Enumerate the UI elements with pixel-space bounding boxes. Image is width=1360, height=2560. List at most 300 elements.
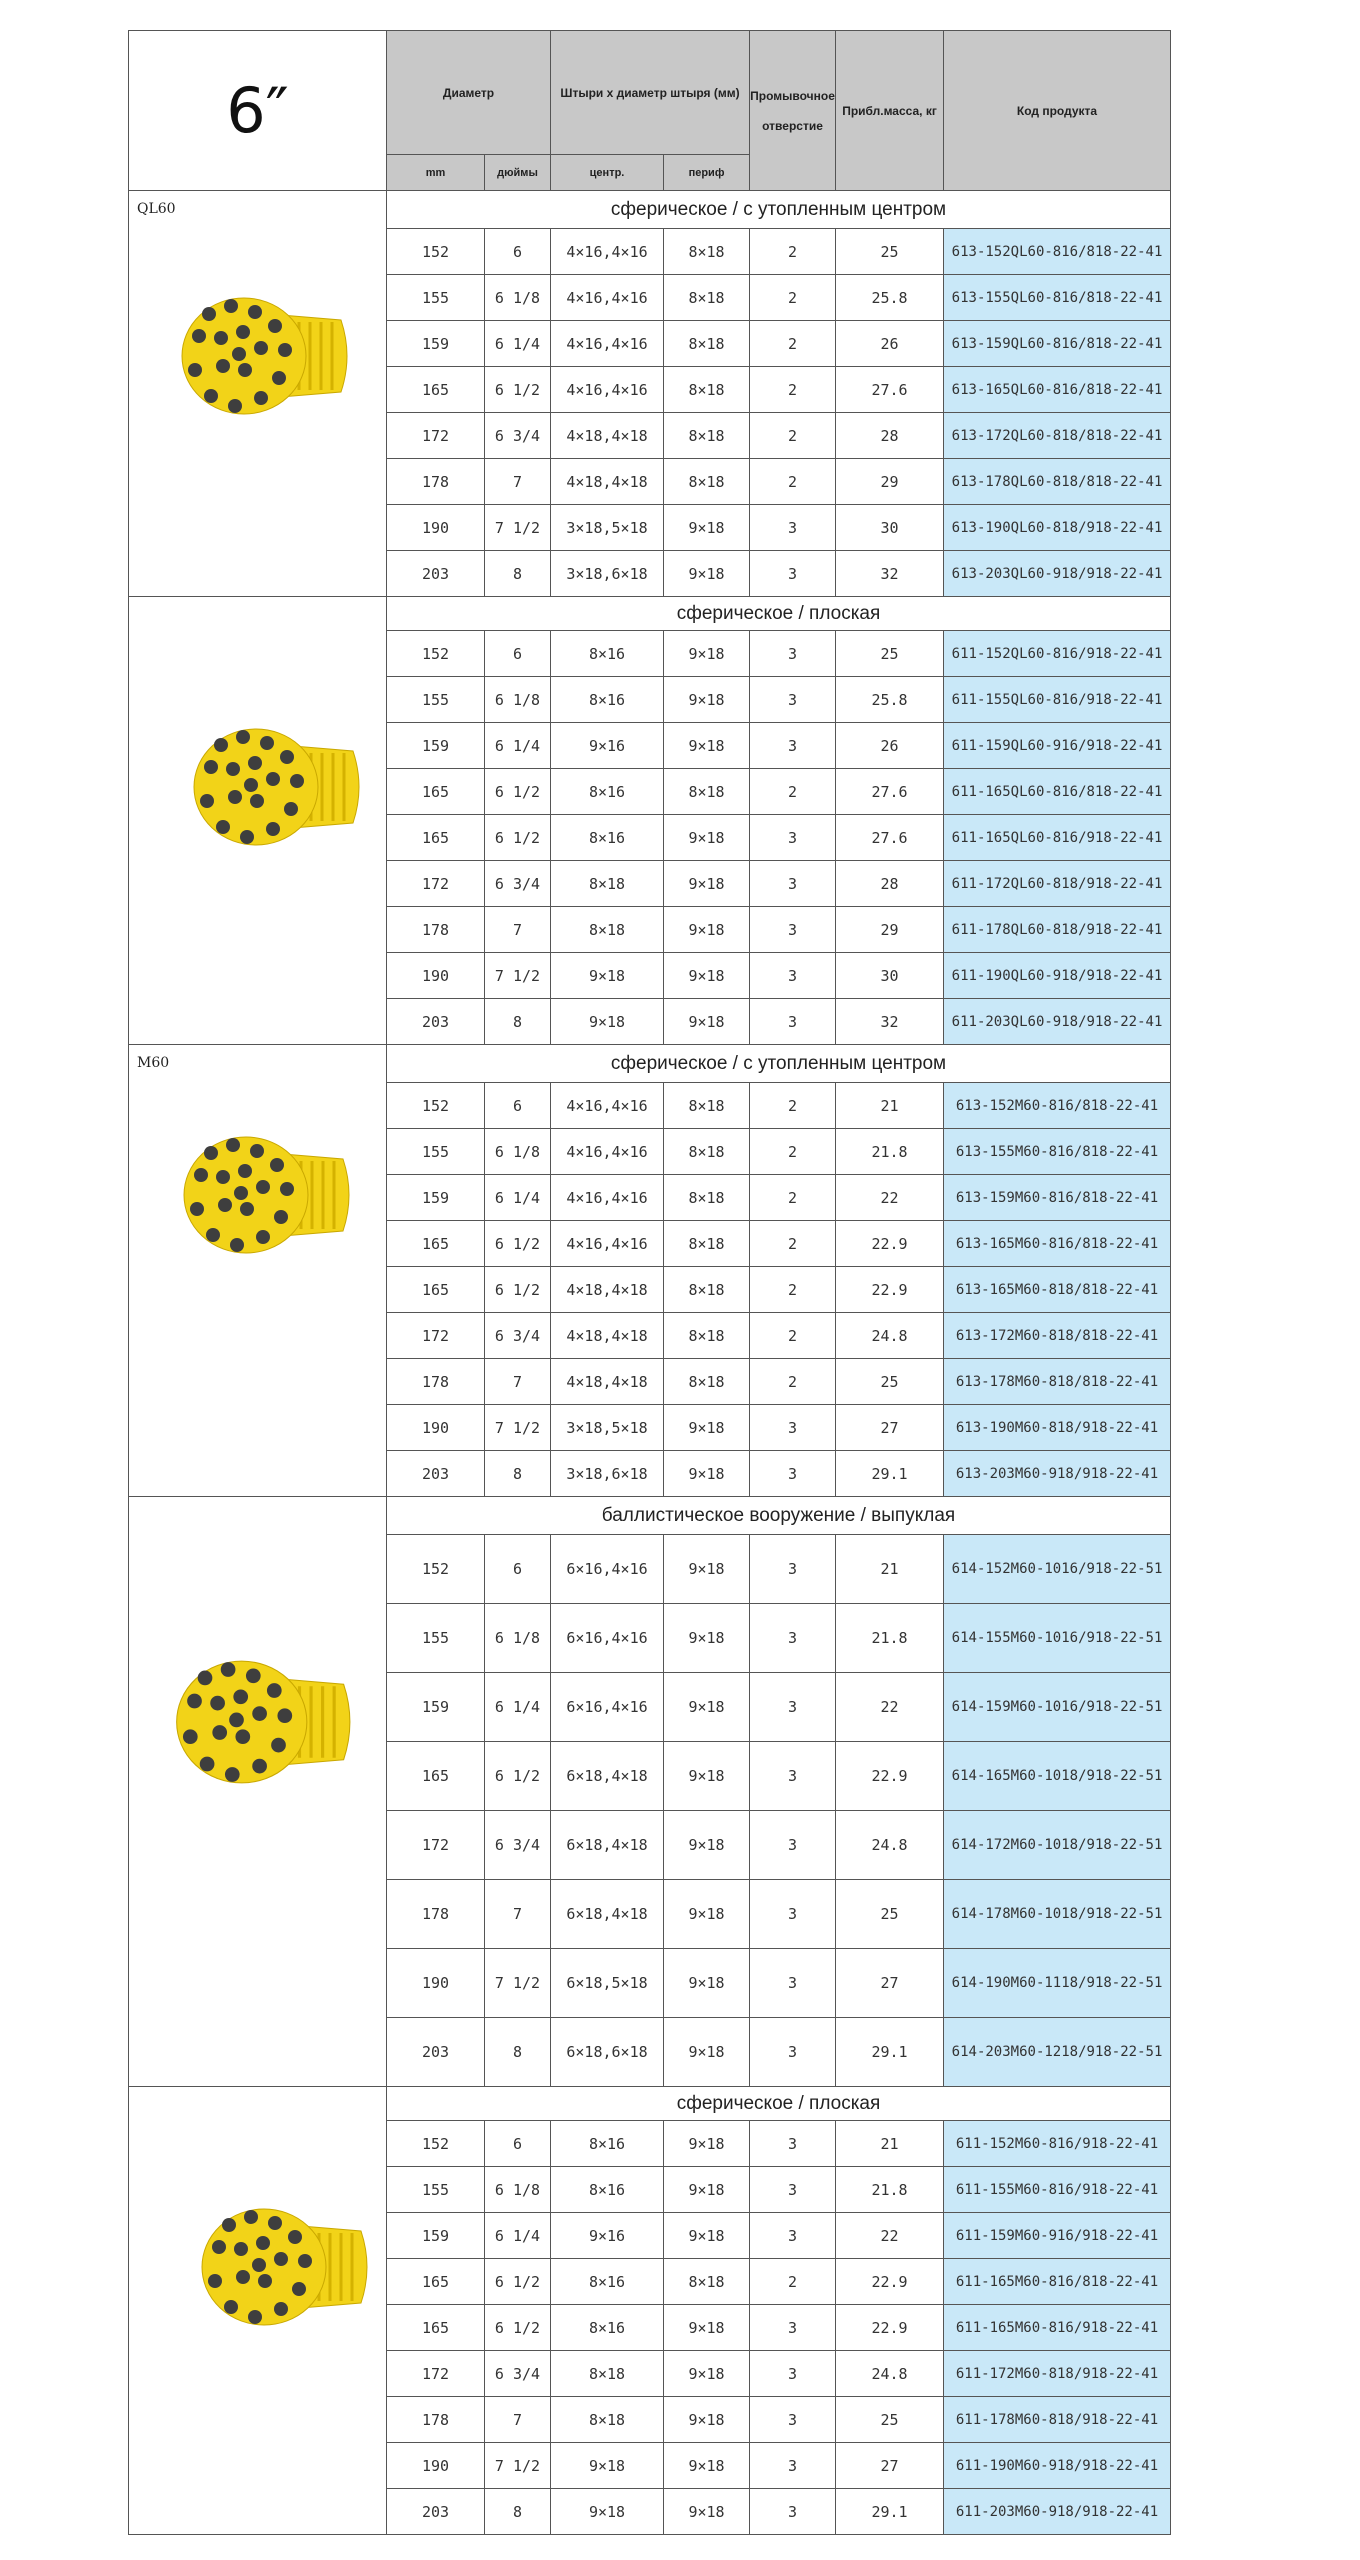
- group-image-cell: [129, 2087, 387, 2535]
- inches-cell: 6: [485, 631, 551, 677]
- flush-cell: 2: [750, 2259, 836, 2305]
- weight-cell: 25: [836, 229, 944, 275]
- drill-bit-image: [129, 597, 385, 1045]
- perif-buttons-cell: 9×18: [664, 1451, 750, 1497]
- flush-cell: 2: [750, 321, 836, 367]
- mm-cell: 165: [387, 2259, 485, 2305]
- center-buttons-cell: 8×16: [551, 769, 664, 815]
- product-code-cell: 611-159QL60-916/918-22-41: [944, 723, 1171, 769]
- mm-cell: 155: [387, 275, 485, 321]
- center-buttons-cell: 8×18: [551, 861, 664, 907]
- inches-cell: 6 1/4: [485, 723, 551, 769]
- weight-header: Прибл.масса, кг: [836, 31, 944, 191]
- perif-buttons-cell: 8×18: [664, 1267, 750, 1313]
- center-buttons-cell: 4×16,4×16: [551, 321, 664, 367]
- product-code-cell: 613-178QL60-818/818-22-41: [944, 459, 1171, 505]
- center-buttons-cell: 6×18,4×18: [551, 1742, 664, 1811]
- flush-cell: 3: [750, 2121, 836, 2167]
- inches-cell: 7: [485, 459, 551, 505]
- center-buttons-cell: 6×18,4×18: [551, 1811, 664, 1880]
- weight-cell: 25: [836, 1359, 944, 1405]
- mm-cell: 178: [387, 907, 485, 953]
- weight-cell: 21.8: [836, 1129, 944, 1175]
- inches-cell: 6 3/4: [485, 1313, 551, 1359]
- perif-buttons-cell: 8×18: [664, 1221, 750, 1267]
- center-buttons-cell: 9×18: [551, 953, 664, 999]
- weight-cell: 22: [836, 2213, 944, 2259]
- inches-cell: 8: [485, 999, 551, 1045]
- inches-cell: 7: [485, 1359, 551, 1405]
- inches-cell: 6 1/8: [485, 275, 551, 321]
- mm-cell: 159: [387, 1175, 485, 1221]
- product-code-cell: 613-178M60-818/818-22-41: [944, 1359, 1171, 1405]
- mm-cell: 172: [387, 1313, 485, 1359]
- mm-cell: 165: [387, 1742, 485, 1811]
- weight-cell: 25: [836, 631, 944, 677]
- product-code-cell: 614-178M60-1018/918-22-51: [944, 1880, 1171, 1949]
- mm-cell: 165: [387, 1221, 485, 1267]
- group-image-cell: [129, 1045, 387, 1497]
- inches-cell: 6: [485, 2121, 551, 2167]
- mm-cell: 178: [387, 1880, 485, 1949]
- inches-cell: 6 1/4: [485, 1673, 551, 1742]
- buttons-header: Штыри x диаметр штыря (мм): [551, 31, 750, 155]
- mm-cell: 172: [387, 413, 485, 459]
- product-code-cell: 611-203QL60-918/918-22-41: [944, 999, 1171, 1045]
- product-table: [128, 30, 1171, 2535]
- perif-buttons-cell: 8×18: [664, 367, 750, 413]
- center-buttons-cell: 4×16,4×16: [551, 1129, 664, 1175]
- center-buttons-cell: 8×18: [551, 907, 664, 953]
- flush-cell: 2: [750, 1129, 836, 1175]
- flush-cell: 3: [750, 1405, 836, 1451]
- flush-cell: 3: [750, 723, 836, 769]
- inches-cell: 6 1/8: [485, 1129, 551, 1175]
- perif-buttons-cell: 9×18: [664, 2305, 750, 2351]
- flush-cell: 3: [750, 2305, 836, 2351]
- weight-cell: 22: [836, 1673, 944, 1742]
- mm-cell: 190: [387, 505, 485, 551]
- group-name: QL60: [137, 201, 176, 217]
- perif-buttons-cell: 8×18: [664, 321, 750, 367]
- perif-buttons-cell: 8×18: [664, 769, 750, 815]
- weight-cell: 30: [836, 505, 944, 551]
- mm-cell: 152: [387, 229, 485, 275]
- mm-cell: 203: [387, 999, 485, 1045]
- weight-cell: 29.1: [836, 2018, 944, 2087]
- perif-buttons-cell: 9×18: [664, 2167, 750, 2213]
- weight-cell: 28: [836, 413, 944, 459]
- weight-cell: 32: [836, 999, 944, 1045]
- inches-cell: 8: [485, 2018, 551, 2087]
- center-buttons-cell: 6×16,4×16: [551, 1535, 664, 1604]
- flush-cell: 3: [750, 551, 836, 597]
- weight-cell: 24.8: [836, 2351, 944, 2397]
- weight-cell: 30: [836, 953, 944, 999]
- flush-cell: 3: [750, 2213, 836, 2259]
- mm-cell: 190: [387, 953, 485, 999]
- mm-cell: 152: [387, 1083, 485, 1129]
- weight-cell: 28: [836, 861, 944, 907]
- mm-cell: 152: [387, 631, 485, 677]
- inches-cell: 7 1/2: [485, 505, 551, 551]
- perif-buttons-cell: 9×18: [664, 1535, 750, 1604]
- inches-cell: 6 1/8: [485, 2167, 551, 2213]
- inches-cell: 6 3/4: [485, 1811, 551, 1880]
- weight-cell: 22: [836, 1175, 944, 1221]
- product-code-cell: 613-155M60-816/818-22-41: [944, 1129, 1171, 1175]
- mm-cell: 159: [387, 321, 485, 367]
- perif-buttons-cell: 9×18: [664, 723, 750, 769]
- weight-cell: 24.8: [836, 1313, 944, 1359]
- weight-cell: 29: [836, 459, 944, 505]
- perif-buttons-cell: 9×18: [664, 1880, 750, 1949]
- weight-cell: 27.6: [836, 367, 944, 413]
- mm-cell: 172: [387, 2351, 485, 2397]
- perif-buttons-cell: 9×18: [664, 953, 750, 999]
- group-title-row: [129, 1045, 1171, 1083]
- group-name: M60: [137, 1055, 170, 1071]
- inches-cell: 6 1/4: [485, 2213, 551, 2259]
- drill-bit-image: [129, 2087, 385, 2535]
- flush-cell: 2: [750, 1221, 836, 1267]
- group-title: сферическое / плоская: [387, 597, 1171, 631]
- perif-buttons-cell: 9×18: [664, 861, 750, 907]
- group-title-row: [129, 191, 1171, 229]
- mm-cell: 203: [387, 1451, 485, 1497]
- product-code-cell: 611-155M60-816/918-22-41: [944, 2167, 1171, 2213]
- center-buttons-cell: 6×16,4×16: [551, 1673, 664, 1742]
- product-code-cell: 613-172QL60-818/818-22-41: [944, 413, 1171, 459]
- perif-buttons-cell: 8×18: [664, 1083, 750, 1129]
- weight-cell: 21: [836, 1535, 944, 1604]
- flush-cell: 3: [750, 1742, 836, 1811]
- group-title: сферическое / с утопленным центром: [387, 1045, 1171, 1083]
- weight-cell: 22.9: [836, 1742, 944, 1811]
- perif-buttons-cell: 9×18: [664, 2397, 750, 2443]
- perif-buttons-cell: 9×18: [664, 2213, 750, 2259]
- center-buttons-cell: 9×18: [551, 999, 664, 1045]
- product-code-cell: 611-178M60-818/918-22-41: [944, 2397, 1171, 2443]
- perif-buttons-cell: 9×18: [664, 1405, 750, 1451]
- mm-cell: 165: [387, 2305, 485, 2351]
- mm-cell: 178: [387, 459, 485, 505]
- mm-cell: 165: [387, 769, 485, 815]
- flush-cell: 3: [750, 2351, 836, 2397]
- perif-header: периф: [664, 155, 750, 191]
- product-code-cell: 613-152M60-816/818-22-41: [944, 1083, 1171, 1129]
- weight-cell: 32: [836, 551, 944, 597]
- inches-cell: 7: [485, 1880, 551, 1949]
- flush-cell: 3: [750, 1451, 836, 1497]
- inches-cell: 6 1/2: [485, 1742, 551, 1811]
- flush-cell: 3: [750, 1535, 836, 1604]
- inches-cell: 8: [485, 1451, 551, 1497]
- product-code-cell: 611-203M60-918/918-22-41: [944, 2489, 1171, 2535]
- weight-cell: 29.1: [836, 2489, 944, 2535]
- product-code-cell: 614-165M60-1018/918-22-51: [944, 1742, 1171, 1811]
- flush-cell: 2: [750, 1083, 836, 1129]
- code-header: Код продукта: [944, 31, 1171, 191]
- flush-cell: 2: [750, 275, 836, 321]
- center-buttons-cell: 8×16: [551, 2259, 664, 2305]
- mm-cell: 155: [387, 1129, 485, 1175]
- group-image-cell: [129, 597, 387, 1045]
- inches-cell: 7 1/2: [485, 1949, 551, 2018]
- inches-cell: 6 1/8: [485, 1604, 551, 1673]
- center-header: центр.: [551, 155, 664, 191]
- mm-cell: 178: [387, 1359, 485, 1405]
- flush-cell: 3: [750, 677, 836, 723]
- mm-cell: 172: [387, 1811, 485, 1880]
- product-code-cell: 611-152QL60-816/918-22-41: [944, 631, 1171, 677]
- product-code-cell: 613-203M60-918/918-22-41: [944, 1451, 1171, 1497]
- group-image-cell: [129, 191, 387, 597]
- product-code-cell: 611-159M60-916/918-22-41: [944, 2213, 1171, 2259]
- center-buttons-cell: 4×16,4×16: [551, 1221, 664, 1267]
- product-code-cell: 611-165QL60-816/818-22-41: [944, 769, 1171, 815]
- perif-buttons-cell: 8×18: [664, 1175, 750, 1221]
- table-body: [129, 191, 1171, 2535]
- drill-bit-image: [129, 1045, 385, 1497]
- center-buttons-cell: 8×18: [551, 2397, 664, 2443]
- group-title-row: [129, 2087, 1171, 2121]
- weight-cell: 22.9: [836, 2305, 944, 2351]
- drill-bit-image: [129, 191, 385, 597]
- group-title: сферическое / с утопленным центром: [387, 191, 1171, 229]
- center-buttons-cell: 4×18,4×18: [551, 459, 664, 505]
- flush-cell: 2: [750, 1359, 836, 1405]
- perif-buttons-cell: 8×18: [664, 275, 750, 321]
- flush-cell: 2: [750, 229, 836, 275]
- center-buttons-cell: 4×16,4×16: [551, 229, 664, 275]
- center-buttons-cell: 4×16,4×16: [551, 367, 664, 413]
- product-code-cell: 613-165QL60-816/818-22-41: [944, 367, 1171, 413]
- product-code-cell: 613-152QL60-816/818-22-41: [944, 229, 1171, 275]
- weight-cell: 26: [836, 321, 944, 367]
- perif-buttons-cell: 9×18: [664, 815, 750, 861]
- weight-cell: 27.6: [836, 815, 944, 861]
- center-buttons-cell: 4×16,4×16: [551, 1083, 664, 1129]
- product-code-cell: 613-203QL60-918/918-22-41: [944, 551, 1171, 597]
- product-code-cell: 611-152M60-816/918-22-41: [944, 2121, 1171, 2167]
- inches-cell: 7 1/2: [485, 1405, 551, 1451]
- mm-cell: 172: [387, 861, 485, 907]
- diameter-header: Диаметр: [387, 31, 551, 155]
- flush-cell: 2: [750, 1175, 836, 1221]
- group-title-row: [129, 1497, 1171, 1535]
- center-buttons-cell: 9×18: [551, 2489, 664, 2535]
- weight-cell: 27.6: [836, 769, 944, 815]
- flush-cell: 2: [750, 413, 836, 459]
- product-code-cell: 611-172QL60-818/918-22-41: [944, 861, 1171, 907]
- flush-cell: 2: [750, 367, 836, 413]
- perif-buttons-cell: 9×18: [664, 1673, 750, 1742]
- center-buttons-cell: 8×16: [551, 631, 664, 677]
- flush-cell: 3: [750, 2489, 836, 2535]
- flush-cell: 2: [750, 459, 836, 505]
- center-buttons-cell: 4×18,4×18: [551, 1313, 664, 1359]
- inches-cell: 6 1/2: [485, 1267, 551, 1313]
- product-code-cell: 613-165M60-816/818-22-41: [944, 1221, 1171, 1267]
- product-code-cell: 614-190M60-1118/918-22-51: [944, 1949, 1171, 2018]
- center-buttons-cell: 8×16: [551, 2121, 664, 2167]
- weight-cell: 27: [836, 1949, 944, 2018]
- inches-cell: 7 1/2: [485, 953, 551, 999]
- perif-buttons-cell: 9×18: [664, 1949, 750, 2018]
- weight-cell: 27: [836, 2443, 944, 2489]
- product-code-cell: 613-159QL60-816/818-22-41: [944, 321, 1171, 367]
- weight-cell: 24.8: [836, 1811, 944, 1880]
- flush-cell: 3: [750, 2443, 836, 2489]
- weight-cell: 21.8: [836, 2167, 944, 2213]
- mm-cell: 190: [387, 2443, 485, 2489]
- product-code-cell: 613-190M60-818/918-22-41: [944, 1405, 1171, 1451]
- perif-buttons-cell: 8×18: [664, 1313, 750, 1359]
- perif-buttons-cell: 9×18: [664, 1742, 750, 1811]
- mm-cell: 155: [387, 2167, 485, 2213]
- product-code-cell: 611-172M60-818/918-22-41: [944, 2351, 1171, 2397]
- inches-cell: 6 1/4: [485, 321, 551, 367]
- perif-buttons-cell: 8×18: [664, 459, 750, 505]
- weight-cell: 27: [836, 1405, 944, 1451]
- perif-buttons-cell: 8×18: [664, 2259, 750, 2305]
- size-label: 6″: [129, 31, 387, 191]
- inches-cell: 6 1/8: [485, 677, 551, 723]
- mm-cell: 159: [387, 2213, 485, 2259]
- center-buttons-cell: 4×18,4×18: [551, 1359, 664, 1405]
- mm-cell: 203: [387, 2018, 485, 2087]
- mm-cell: 190: [387, 1405, 485, 1451]
- product-code-cell: 613-155QL60-816/818-22-41: [944, 275, 1171, 321]
- flush-cell: 3: [750, 505, 836, 551]
- product-code-cell: 611-165QL60-816/918-22-41: [944, 815, 1171, 861]
- perif-buttons-cell: 9×18: [664, 999, 750, 1045]
- inches-cell: 6: [485, 229, 551, 275]
- center-buttons-cell: 9×16: [551, 723, 664, 769]
- center-buttons-cell: 6×18,5×18: [551, 1949, 664, 2018]
- flush-cell: 3: [750, 631, 836, 677]
- center-buttons-cell: 8×16: [551, 677, 664, 723]
- perif-buttons-cell: 9×18: [664, 1604, 750, 1673]
- table-header: [129, 31, 1171, 191]
- weight-cell: 21.8: [836, 1604, 944, 1673]
- weight-cell: 22.9: [836, 2259, 944, 2305]
- perif-buttons-cell: 8×18: [664, 1359, 750, 1405]
- center-buttons-cell: 8×16: [551, 2305, 664, 2351]
- inches-cell: 6 1/4: [485, 1175, 551, 1221]
- flush-cell: 2: [750, 1313, 836, 1359]
- center-buttons-cell: 4×16,4×16: [551, 1175, 664, 1221]
- mm-cell: 155: [387, 677, 485, 723]
- center-buttons-cell: 6×16,4×16: [551, 1604, 664, 1673]
- mm-cell: 159: [387, 1673, 485, 1742]
- inches-header: дюймы: [485, 155, 551, 191]
- product-code-cell: 614-203M60-1218/918-22-51: [944, 2018, 1171, 2087]
- center-buttons-cell: 6×18,4×18: [551, 1880, 664, 1949]
- center-buttons-cell: 4×18,4×18: [551, 1267, 664, 1313]
- perif-buttons-cell: 9×18: [664, 677, 750, 723]
- mm-cell: 178: [387, 2397, 485, 2443]
- flush-cell: 3: [750, 953, 836, 999]
- group-title: баллистическое вооружение / выпуклая: [387, 1497, 1171, 1535]
- product-code-cell: 611-165M60-816/818-22-41: [944, 2259, 1171, 2305]
- perif-buttons-cell: 9×18: [664, 1811, 750, 1880]
- center-buttons-cell: 3×18,6×18: [551, 551, 664, 597]
- inches-cell: 6: [485, 1535, 551, 1604]
- weight-cell: 25: [836, 2397, 944, 2443]
- mm-cell: 190: [387, 1949, 485, 2018]
- perif-buttons-cell: 8×18: [664, 229, 750, 275]
- flush-cell: 2: [750, 1267, 836, 1313]
- group-title: сферическое / плоская: [387, 2087, 1171, 2121]
- perif-buttons-cell: 9×18: [664, 631, 750, 677]
- center-buttons-cell: 8×16: [551, 2167, 664, 2213]
- inches-cell: 6 1/2: [485, 2305, 551, 2351]
- inches-cell: 6: [485, 1083, 551, 1129]
- weight-cell: 25.8: [836, 275, 944, 321]
- inches-cell: 6 3/4: [485, 2351, 551, 2397]
- center-buttons-cell: 3×18,5×18: [551, 505, 664, 551]
- flush-cell: 3: [750, 1880, 836, 1949]
- product-code-cell: 614-159M60-1016/918-22-51: [944, 1673, 1171, 1742]
- mm-header: mm: [387, 155, 485, 191]
- mm-cell: 159: [387, 723, 485, 769]
- perif-buttons-cell: 9×18: [664, 2121, 750, 2167]
- mm-cell: 155: [387, 1604, 485, 1673]
- center-buttons-cell: 8×18: [551, 2351, 664, 2397]
- perif-buttons-cell: 9×18: [664, 505, 750, 551]
- weight-cell: 22.9: [836, 1221, 944, 1267]
- weight-cell: 22.9: [836, 1267, 944, 1313]
- weight-cell: 21: [836, 2121, 944, 2167]
- mm-cell: 152: [387, 2121, 485, 2167]
- flush-cell: 3: [750, 2167, 836, 2213]
- mm-cell: 203: [387, 2489, 485, 2535]
- inches-cell: 6 1/2: [485, 1221, 551, 1267]
- weight-cell: 25: [836, 1880, 944, 1949]
- inches-cell: 6 3/4: [485, 861, 551, 907]
- perif-buttons-cell: 9×18: [664, 2443, 750, 2489]
- mm-cell: 165: [387, 815, 485, 861]
- product-code-cell: 611-165M60-816/918-22-41: [944, 2305, 1171, 2351]
- product-code-cell: 613-165M60-818/818-22-41: [944, 1267, 1171, 1313]
- drill-bit-image: [129, 1497, 385, 2087]
- weight-cell: 21: [836, 1083, 944, 1129]
- perif-buttons-cell: 8×18: [664, 413, 750, 459]
- product-code-cell: 613-159M60-816/818-22-41: [944, 1175, 1171, 1221]
- flush-cell: 3: [750, 861, 836, 907]
- product-code-cell: 611-155QL60-816/918-22-41: [944, 677, 1171, 723]
- perif-buttons-cell: 9×18: [664, 2351, 750, 2397]
- perif-buttons-cell: 9×18: [664, 2489, 750, 2535]
- center-buttons-cell: 9×16: [551, 2213, 664, 2259]
- center-buttons-cell: 8×16: [551, 815, 664, 861]
- inches-cell: 7 1/2: [485, 2443, 551, 2489]
- flush-cell: 3: [750, 815, 836, 861]
- weight-cell: 29.1: [836, 1451, 944, 1497]
- mm-cell: 152: [387, 1535, 485, 1604]
- flush-cell: 3: [750, 2397, 836, 2443]
- flush-cell: 3: [750, 1604, 836, 1673]
- flush-cell: 3: [750, 999, 836, 1045]
- inches-cell: 6 1/2: [485, 815, 551, 861]
- flush-header: Промывочное отверстие: [750, 31, 836, 191]
- inches-cell: 8: [485, 551, 551, 597]
- flush-cell: 2: [750, 769, 836, 815]
- product-code-cell: 611-178QL60-818/918-22-41: [944, 907, 1171, 953]
- perif-buttons-cell: 8×18: [664, 1129, 750, 1175]
